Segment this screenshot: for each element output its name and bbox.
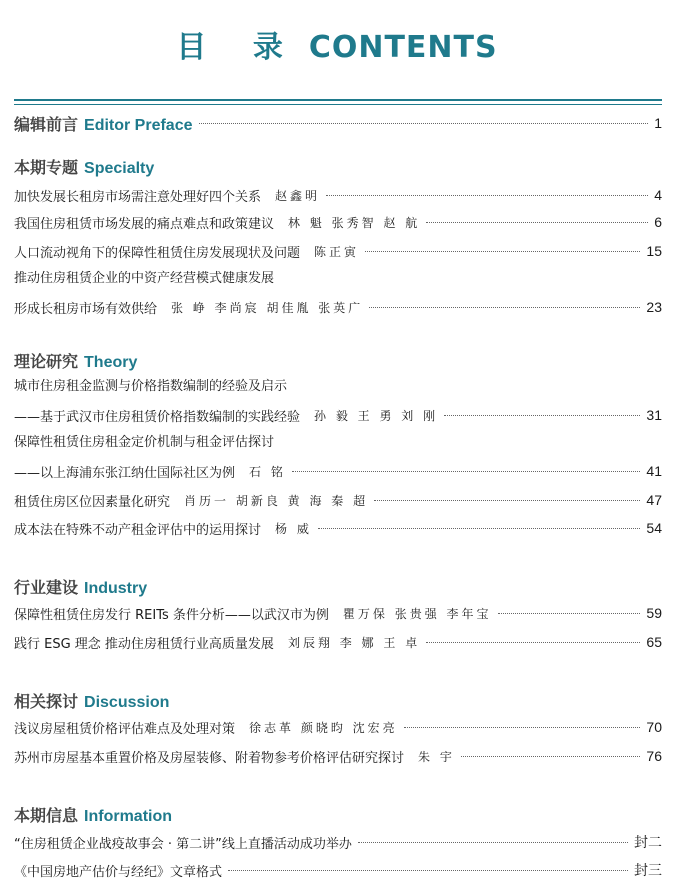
divider-line [14,99,662,101]
dot-leader [426,641,640,643]
article-subtitle: ——以上海浦东张江纳仕国际社区为例 [14,465,236,481]
page-number: 4 [654,187,662,203]
page-number: 41 [646,463,662,479]
dot-leader [199,122,649,124]
dot-leader [498,612,641,614]
toc-entry[interactable] [14,297,662,317]
dot-leader [292,470,641,472]
page-number: 70 [646,719,662,735]
page-number: 65 [646,634,662,650]
article-title: 加快发展长租房市场需注意处理好四个关系 [14,189,262,205]
dot-leader [404,726,641,728]
article-title[interactable]: 保障性租赁住房租金定价机制与租金评估探讨 [14,435,275,450]
article-authors: 孙 毅 王 勇 刘 刚 [314,408,439,423]
page-number: 1 [654,115,662,131]
page-number: 31 [646,407,662,423]
section-heading-theory: 理论研究 Theory [14,352,138,371]
page-number: 47 [646,492,662,508]
dot-leader [374,499,640,501]
article-title: 我国住房租赁市场发展的痛点难点和政策建议 [14,216,275,232]
article-authors: 陈正寅 [314,244,360,259]
section-heading-preface: 编辑前言 Editor Preface [14,114,193,134]
article-title[interactable]: 推动住房租赁企业的中资产经营模式健康发展 [14,271,275,286]
article-authors: 张 峥 李尚宸 胡佳胤 张英广 [171,300,364,315]
article-authors: 林 魁 张秀智 赵 航 [288,215,421,230]
toc-entry[interactable] [14,212,662,232]
toc-entry[interactable] [14,832,662,852]
page-number: 76 [646,748,662,764]
dot-leader [365,250,640,252]
dot-leader [369,306,640,308]
toc-entry[interactable] [14,746,662,766]
article-authors: 石 铭 [249,464,286,479]
toc-entry[interactable] [14,632,662,652]
dot-leader [426,221,648,223]
article-title: “住房租赁企业战疫故事会 · 第二讲”线上直播活动成功举办 [14,836,352,852]
page-number: 54 [646,520,662,536]
divider-line-thin [14,104,662,105]
page-number: 封三 [634,862,662,878]
toc-entry[interactable] [14,185,662,205]
dot-leader [228,869,628,871]
dot-leader [358,841,628,843]
section-heading-information: 本期信息 Information [14,806,173,825]
title-en: CONTENTS [308,30,498,65]
title-cn: 目 录 [176,30,301,65]
article-authors: 朱 宇 [418,749,455,764]
toc-entry[interactable] [14,860,662,880]
page-number: 59 [646,605,662,621]
dot-leader [318,527,641,529]
article-title[interactable]: 城市住房租金监测与价格指数编制的经验及启示 [14,379,288,394]
article-title: 形成长租房市场有效供给 [14,301,158,317]
article-authors: 徐志革 颜晓昀 沈宏亮 [249,720,398,735]
article-subtitle: ——基于武汉市住房租赁价格指数编制的实践经验 [14,409,301,425]
article-authors: 肖历一 胡新良 黄 海 秦 超 [184,493,369,508]
toc-entry[interactable] [14,241,662,261]
article-title: 践行 ESG 理念 推动住房租赁行业高质量发展 [14,636,274,652]
page-number: 封二 [634,834,662,850]
article-title: 保障性租赁住房发行 REITs 条件分析——以武汉市为例 [14,607,329,623]
toc-entry[interactable] [14,490,662,510]
page-title [0,22,674,66]
article-authors: 杨 威 [275,521,312,536]
article-authors: 赵鑫明 [275,188,321,203]
article-authors: 刘辰翔 李 娜 王 卓 [287,635,421,650]
dot-leader [326,194,648,196]
article-title: 人口流动视角下的保障性租赁住房发展现状及问题 [14,245,301,261]
article-title: 成本法在特殊不动产租金评估中的运用探讨 [14,522,262,538]
page-number: 15 [646,243,662,259]
article-title: 浅议房屋租赁价格评估难点及处理对策 [14,721,236,737]
section-heading-specialty: 本期专题 Specialty [14,158,155,177]
section-heading-industry: 行业建设 Industry [14,578,148,597]
toc-entry[interactable] [14,405,662,425]
dot-leader [444,414,640,416]
page-number: 23 [646,299,662,315]
article-title: 苏州市房屋基本重置价格及房屋装修、附着物参考价格评估研究探讨 [14,750,405,766]
toc-entry[interactable] [14,461,662,481]
toc-entry-preface[interactable] [14,113,662,133]
article-title: 租赁住房区位因素量化研究 [14,494,171,510]
article-authors: 瞿万保 张贵强 李年宝 [342,606,492,621]
dot-leader [461,755,641,757]
toc-entry[interactable] [14,603,662,623]
toc-entry[interactable] [14,717,662,737]
toc-entry[interactable] [14,518,662,538]
section-heading-discussion: 相关探讨 Discussion [14,692,170,711]
page-number: 6 [654,214,662,230]
article-title: 《中国房地产估价与经纪》文章格式 [14,864,223,880]
